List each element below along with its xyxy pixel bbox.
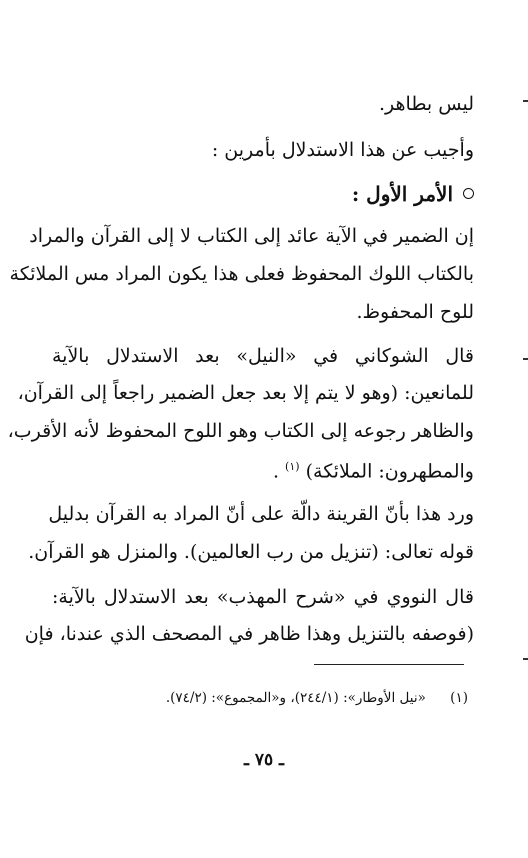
text-line-9: والظاهر رجوعه إلى الكتاب وهو اللوح المحفوظ لأنه الأقرب، [7, 420, 474, 442]
footnote [52, 688, 468, 708]
text-line-2: وأجيب عن هذا الاستدلال بأمرين : [211, 139, 474, 161]
text-line-5: بالكتاب اللوك المحفوظ فعلى هذا يكون المراد مس الملائكة [9, 263, 474, 285]
text-line-4: إن الضمير في الآية عائد إلى الكتاب لا إلى القرآن والمراد [29, 225, 474, 247]
footnote-reference: (١) [285, 460, 300, 473]
text-line-11: ورد هذا بأنّ القرينة دالّة على أنّ المراد به القرآن بدليل [48, 503, 474, 525]
text-line-7: قال الشوكاني في «النيل» بعد الاستدلال بالآية [52, 345, 474, 367]
text-line-8: للمانعين: (وهو لا يتم إلا بعد جعل الضمير راجعاً إلى القرآن، [17, 382, 474, 404]
text-line-10-main: والمطهرون: الملائكة) [305, 460, 474, 483]
text-line-13: قال النووي في «شرح المهذب» بعد الاستدلال بالآية: [52, 586, 474, 608]
page-number: ـ ٧٥ ـ [243, 750, 285, 770]
heading-text: الأمر الأول : [351, 182, 453, 206]
edge-mark [523, 658, 528, 660]
text-line-10-end: . [272, 460, 279, 483]
text-line-6: للوح المحفوظ. [356, 301, 474, 323]
edge-mark [523, 358, 528, 360]
section-heading [52, 182, 474, 206]
footnote-separator [314, 664, 464, 665]
bullet-circle-icon [463, 188, 474, 199]
text-line-14: (فوصفه بالتنزيل وهذا ظاهر في المصحف الذي عندنا، فإن [24, 623, 474, 645]
footnote-text: «نيل الأوطار»: (٢٤٤/١)، و«المجموع»: (٧٤/٢). [165, 690, 426, 706]
footnote-number: (١) [450, 690, 468, 706]
text-line-10 [52, 455, 474, 483]
text-line-12: قوله تعالى: (تنزيل من رب العالمين). والمنزل هو القرآن. [28, 541, 474, 563]
edge-mark [523, 100, 528, 102]
text-line-1: ليس بطاهر. [379, 93, 474, 115]
